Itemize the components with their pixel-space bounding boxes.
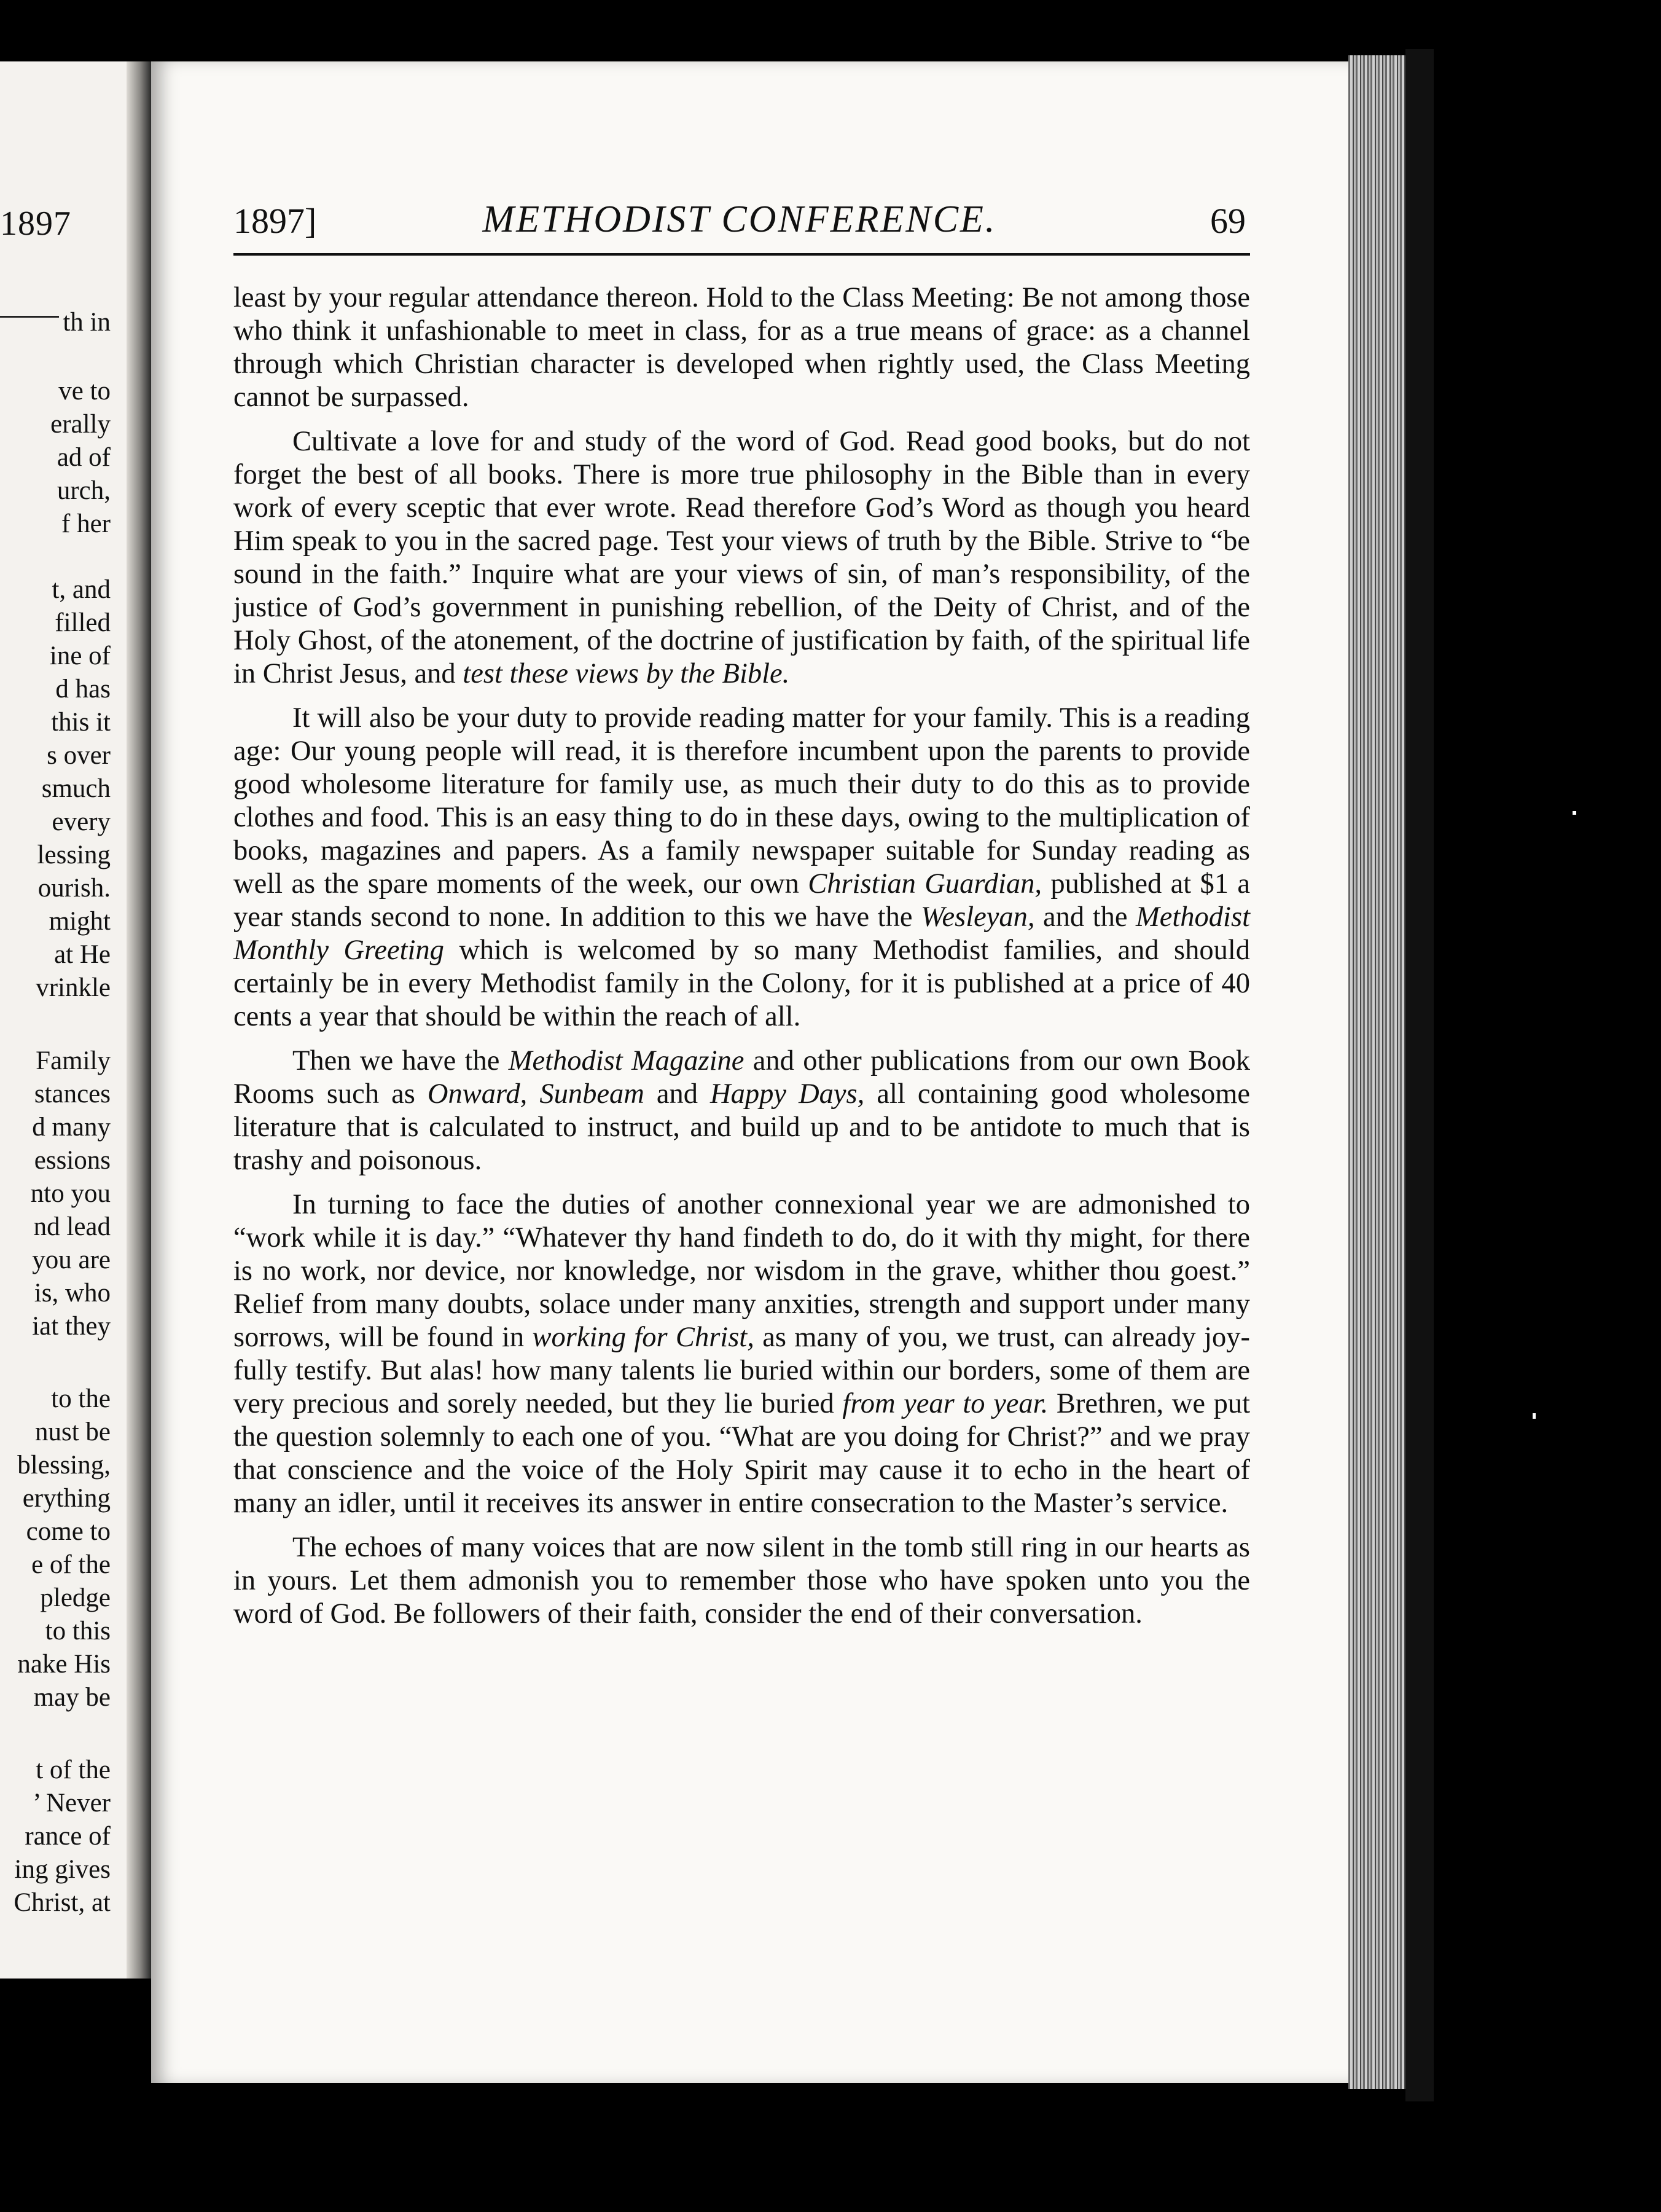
paragraph-4 <box>233 1045 1250 1177</box>
paragraph-4-text-e: all containing good wholesome literature that is calculated to instruct, and build up and to be antidote to much that is trashy and poisonous. <box>233 1078 1251 1176</box>
left-page-line: come to <box>26 1517 111 1546</box>
scan-speck <box>1533 1413 1536 1419</box>
left-page-line: nto you <box>30 1179 111 1208</box>
left-page-line: stances <box>34 1080 111 1108</box>
left-page-line: smuch <box>41 774 111 803</box>
left-page-line: to this <box>45 1617 111 1645</box>
paragraph-1: least by your regular attendance thereon. Hold to the Class Meeting: Be not among those who think it unfashionable to meet in class, for as a true means of grace: as a channel through which Christian character is developed when rightly used, the Class Meeting cannot be surpassed. <box>233 282 1250 413</box>
left-page-line: may be <box>33 1683 111 1712</box>
paragraph-2-text: Cultivate a love for and study of the word of God. Read good books, but do not forget the best of all books. There is more true philosophy in the Bible than in every work of every sceptic that ever wrote. Read therefore God’s Word as though you heard Him speak to you in the sacred page. Test your views of truth by the Bible. Strive to “be sound in the faith.” Inquire what are your views of sin, of man’s responsibility, of the justice of God’s government in punishing rebellion, of the Deity of Christ, and of the Holy Ghost, of the atonement, of the doctrine of justification by faith, of the spiritual life in Christ Jesus, and <box>233 426 1250 689</box>
paragraph-5-text-b: as many of you, we trust, can already joyfully testify. But alas! how many talents lie buried within our borders, some of them are very precious and sorely needed, but they lie buried <box>233 1322 1251 1419</box>
paragraph-3-text-c: and the <box>1034 901 1136 933</box>
left-page-line: might <box>49 907 111 936</box>
left-page-line: iat they <box>32 1312 111 1341</box>
paragraph-3 <box>233 702 1250 1033</box>
left-page-line: vrinkle <box>36 973 111 1002</box>
left-page-text <box>0 61 145 1979</box>
left-page-line: to the <box>51 1384 111 1413</box>
paragraph-5-text-c: Brethren, we put the question solemnly to each one of you. “What are you doing for Christ?” and we pray that conscience and the voice of the Holy Spirit may cause it to echo in the heart of many an idler, until it receives its answer in entire consecration to the Master’s service. <box>233 1388 1250 1519</box>
page-number: 69 <box>1210 201 1246 241</box>
from-year-to-year-italic: from year to year. <box>842 1388 1049 1419</box>
left-page-line: you are <box>32 1245 111 1274</box>
left-page-line: ’ Never <box>33 1789 111 1818</box>
left-page-line: is, who <box>34 1279 111 1308</box>
header-year: 1897] <box>233 201 317 241</box>
methodist-magazine-title: Methodist Magazine <box>508 1045 745 1077</box>
left-page-line: blessing, <box>17 1451 111 1480</box>
paragraph-2-italic: test these views by the Bible. <box>463 658 790 689</box>
left-page <box>0 61 145 1979</box>
left-page-line: d has <box>55 675 111 704</box>
book-cover-edge <box>1405 49 1434 2101</box>
left-page-line: filled <box>55 608 111 637</box>
sunbeam-title: Sunbeam <box>539 1078 644 1110</box>
left-page-line: nake His <box>17 1650 111 1679</box>
paragraph-4-text-a: Then we have the <box>292 1045 509 1077</box>
left-page-line: nust be <box>34 1418 111 1446</box>
left-page-line: ine of <box>49 641 111 670</box>
paragraph-3-text-a: It will also be your duty to provide reading matter for your family. This is a reading age: Our young people will read, it is therefore incumbent upon the parents to provide good wholesome literature for family use, as much their duty to do this as to provide clothes and food. This is an easy thing to do in these days, owing to the multiplication of books, magazines and papers. As a family newspaper suitable for Sunday reading as well as the spare moments of the week, our own <box>233 702 1250 900</box>
left-page-line: ing gives <box>14 1855 111 1884</box>
left-page-line: e of the <box>31 1550 111 1579</box>
left-page-line: urch, <box>57 476 111 505</box>
paragraph-3-text-b: published at $1 a year stands second to none. In addition to this we have the <box>233 868 1250 933</box>
left-page-line: at He <box>54 940 111 969</box>
running-header <box>233 192 1246 241</box>
monthly-greeting-title: Methodist Monthly Greeting <box>233 901 1250 966</box>
paragraph-4-text-b: and other publications from our own Book Rooms such as <box>233 1045 1250 1110</box>
paragraph-6: The echoes of many voices that are now silent in the tomb still ring in our hearts as in yours. Let them admonish you to remember those who have spoken unto you the word of God. Be followers of their faith, consider the end of their conversation. <box>233 1532 1250 1630</box>
left-page-line: ve to <box>58 377 111 406</box>
scan-speck <box>1573 811 1576 815</box>
body-text <box>233 281 1250 1631</box>
left-page-line: rance of <box>25 1822 111 1851</box>
paragraph-3-text-d: which is welcomed by so many Methodist families, and should certainly be in every Methodist family in the Colony, for it is published at a price of 40 cents a year that should be within the reach of all. <box>233 935 1251 1032</box>
left-page-line: t of the <box>36 1755 111 1784</box>
left-page-line: erything <box>22 1484 111 1513</box>
paragraph-2 <box>233 425 1250 691</box>
working-for-christ-italic: working for Christ, <box>532 1322 754 1353</box>
left-page-line: Christ, at <box>14 1888 111 1917</box>
wesleyan-title: Wesleyan, <box>921 901 1035 933</box>
left-page-line: ourish. <box>37 874 111 903</box>
paragraph-4-text-c <box>527 1078 539 1110</box>
left-page-line: th in <box>63 308 111 337</box>
left-page-line: t, and <box>52 575 111 604</box>
left-page-line: this it <box>51 708 111 737</box>
header-title: METHODIST CONFERENCE. <box>482 198 997 240</box>
left-page-header: 1897 <box>0 205 71 243</box>
left-page-line: erally <box>50 410 111 439</box>
left-page-line: f her <box>61 509 111 538</box>
left-page-line: s over <box>47 741 111 770</box>
christian-guardian-title: Christian Guardian, <box>808 868 1042 900</box>
happy-days-title: Happy Days, <box>710 1078 865 1110</box>
left-page-line: essions <box>34 1146 111 1175</box>
paragraph-4-text-d: and <box>644 1078 711 1110</box>
left-page-line: ad of <box>57 443 111 472</box>
paragraph-5-text-a: In turning to face the duties of another connexional year we are admonished to “work while it is day.” “Whatever thy hand findeth to do, do it with thy might, for there is no work, nor device, nor knowledge, nor wisdom in the grave, whither thou goest.” Relief from many doubts, solace under many anxities, strength and support under many sorrows, will be found in <box>233 1189 1250 1353</box>
paragraph-5 <box>233 1188 1250 1520</box>
left-page-line: nd lead <box>33 1212 111 1241</box>
left-page-line: lessing <box>37 841 111 869</box>
header-rule <box>233 253 1250 256</box>
left-page-line: pledge <box>40 1583 111 1612</box>
left-page-line: Family <box>36 1046 111 1075</box>
left-page-line: every <box>52 807 111 836</box>
onward-title: Onward, <box>427 1078 528 1110</box>
book-gutter <box>127 61 151 1979</box>
left-page-line: d many <box>32 1113 111 1142</box>
